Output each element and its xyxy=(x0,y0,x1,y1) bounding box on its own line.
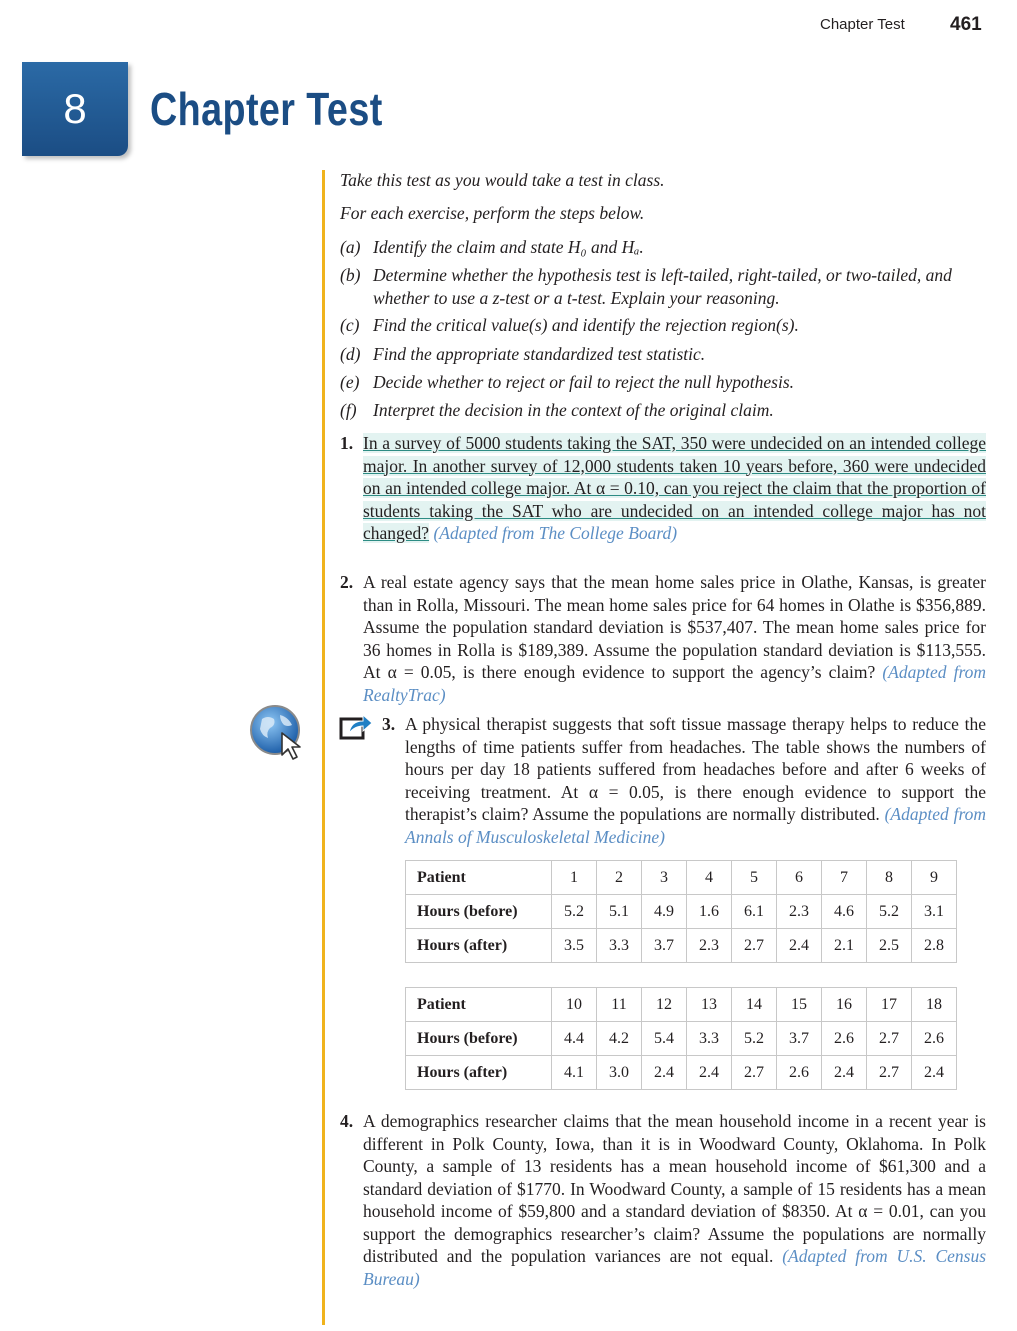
table-row xyxy=(406,988,957,1022)
step-label: (a) xyxy=(340,237,361,257)
table-cell: 4.9 xyxy=(642,895,687,929)
table-cell: 2.5 xyxy=(867,929,912,963)
hours-table-2 xyxy=(405,987,957,1090)
table-cell: 16 xyxy=(822,988,867,1022)
exercise-body xyxy=(363,571,986,706)
step-e xyxy=(340,371,990,394)
exercise-body xyxy=(405,713,986,848)
exercise-3 xyxy=(382,713,990,848)
step-c xyxy=(340,314,990,337)
page-number: 461 xyxy=(950,14,982,35)
exercise-text: A demographics researcher claims that the mean household income in a recent year is different in Polk County, Iowa, than it is in Woodward County, Oklahoma. In Polk County, a sample of 13 residents has a mean household income of $61,300 and a standard deviation of $1770. In Woodward County, a sample of 15 residents has a mean household income of $59,800 and a standard deviation of $8350. At α = 0.01, can you support the demographics researcher’s claim? Assume the populations are normally distributed and the population variances are not equal. xyxy=(363,1111,986,1266)
table-cell: 2.4 xyxy=(642,1056,687,1090)
table-cell: 2.3 xyxy=(687,929,732,963)
table-cell: 15 xyxy=(777,988,822,1022)
table-cell: 2.4 xyxy=(777,929,822,963)
step-label: (f) xyxy=(340,400,357,420)
margin-rule xyxy=(322,170,325,1325)
table-cell: 6.1 xyxy=(732,895,777,929)
table-cell: 3.1 xyxy=(912,895,957,929)
table-row xyxy=(406,1022,957,1056)
exercise-source: (Adapted from The College Board) xyxy=(433,523,678,543)
step-text: Find the critical value(s) and identify the rejection region(s). xyxy=(373,315,799,335)
globe-cursor-icon[interactable] xyxy=(248,703,306,761)
chapter-title: Chapter Test xyxy=(150,83,383,135)
exercise-1 xyxy=(340,432,990,562)
table-cell: 2.1 xyxy=(822,929,867,963)
step-text: Determine whether the hypothesis test is left-tailed, right-tailed, or two-tailed, and whether to use a z-test or a t-test. Explain your reasoning. xyxy=(373,265,952,308)
table-cell: 2.7 xyxy=(732,1056,777,1090)
hours-table-1 xyxy=(405,860,957,963)
row-label: Patient xyxy=(406,861,552,895)
row-label: Hours (after) xyxy=(406,929,552,963)
row-label: Patient xyxy=(406,988,552,1022)
exercise-source: (Adapted from Annals of Musculoskeletal Medicine) xyxy=(405,804,987,847)
table-cell: 3.3 xyxy=(597,929,642,963)
table-cell: 3.7 xyxy=(642,929,687,963)
exercise-source: (Adapted from U.S. Census Bureau) xyxy=(363,1246,987,1289)
table-row xyxy=(406,895,957,929)
table-cell: 12 xyxy=(642,988,687,1022)
step-label: (e) xyxy=(340,372,360,392)
table-cell: 2.4 xyxy=(687,1056,732,1090)
table-cell: 2.6 xyxy=(912,1022,957,1056)
table-cell: 4.6 xyxy=(822,895,867,929)
exercise-text: A physical therapist suggests that soft tissue massage therapy helps to reduce the lengths of time patients suffer from headaches. The table shows the numbers of hours per day 18 patients suffered from headaches before and after 6 weeks of receiving treatment. At α = 0.05, is there enough evidence to support the therapist’s claim? Assume the populations are normally distributed. xyxy=(405,714,986,824)
table-cell: 2.7 xyxy=(732,929,777,963)
step-text: Identify the claim and state H₀ and Hₐ. xyxy=(373,237,644,257)
table-cell: 2.4 xyxy=(912,1056,957,1090)
table-cell: 18 xyxy=(912,988,957,1022)
table-cell: 3.5 xyxy=(552,929,597,963)
table-cell: 4.1 xyxy=(552,1056,597,1090)
table-cell: 1.6 xyxy=(687,895,732,929)
exercise-number: 1. xyxy=(340,433,354,453)
exercise-number: 2. xyxy=(340,572,354,592)
table-cell: 4 xyxy=(687,861,732,895)
table-cell: 2.3 xyxy=(777,895,822,929)
share-arrow-icon[interactable] xyxy=(339,711,373,741)
step-b xyxy=(340,264,990,308)
table-cell: 5.1 xyxy=(597,895,642,929)
row-label: Hours (before) xyxy=(406,895,552,929)
step-text: Find the appropriate standardized test statistic. xyxy=(373,344,706,364)
step-f xyxy=(340,399,990,422)
exercise-body xyxy=(363,1110,986,1290)
table-cell: 2.7 xyxy=(867,1022,912,1056)
table-cell: 5.2 xyxy=(867,895,912,929)
exercise-number: 3. xyxy=(382,714,396,734)
table-cell: 4.2 xyxy=(597,1022,642,1056)
exercise-4 xyxy=(340,1110,990,1290)
exercise-body xyxy=(363,432,986,545)
table-cell: 3 xyxy=(642,861,687,895)
step-label: (c) xyxy=(340,315,360,335)
table-cell: 2.6 xyxy=(822,1022,867,1056)
step-d xyxy=(340,343,990,366)
step-label: (d) xyxy=(340,344,361,364)
step-a xyxy=(340,236,990,259)
table-cell: 11 xyxy=(597,988,642,1022)
table-cell: 10 xyxy=(552,988,597,1022)
table-row xyxy=(406,861,957,895)
table-cell: 2 xyxy=(597,861,642,895)
table-cell: 1 xyxy=(552,861,597,895)
table-row xyxy=(406,1056,957,1090)
table-cell: 13 xyxy=(687,988,732,1022)
table-cell: 2.7 xyxy=(867,1056,912,1090)
exercise-2 xyxy=(340,571,990,706)
table-cell: 2.4 xyxy=(822,1056,867,1090)
step-text: Decide whether to reject or fail to reject the null hypothesis. xyxy=(373,372,795,392)
table-cell: 7 xyxy=(822,861,867,895)
table-cell: 5.2 xyxy=(552,895,597,929)
table-cell: 5 xyxy=(732,861,777,895)
exercise-source: (Adapted from RealtyTrac) xyxy=(363,662,987,705)
table-cell: 3.0 xyxy=(597,1056,642,1090)
table-cell: 8 xyxy=(867,861,912,895)
intro-line-2: For each exercise, perform the steps below. xyxy=(340,203,645,223)
table-cell: 6 xyxy=(777,861,822,895)
table-cell: 2.8 xyxy=(912,929,957,963)
row-label: Hours (before) xyxy=(406,1022,552,1056)
intro-line-1: Take this test as you would take a test in class. xyxy=(340,170,665,190)
step-text: Interpret the decision in the context of the original claim. xyxy=(373,400,774,420)
chapter-number-badge: 8 xyxy=(22,62,128,156)
table-cell: 14 xyxy=(732,988,777,1022)
table-cell: 4.4 xyxy=(552,1022,597,1056)
row-label: Hours (after) xyxy=(406,1056,552,1090)
exercise-text-highlighted[interactable]: In a survey of 5000 students taking the SAT, 350 were undecided on an intended college major. In another survey of 12,000 students taken 10 years before, 360 were undecided on an intended college major. At α = 0.10, can you reject the claim that the proportion of students taking the SAT who are undecided on an intended college major has not changed? xyxy=(363,433,986,543)
table-cell: 5.2 xyxy=(732,1022,777,1056)
step-label: (b) xyxy=(340,265,361,285)
exercise-number: 4. xyxy=(340,1111,354,1131)
exercise-text: A real estate agency says that the mean home sales price in Olathe, Kansas, is greater than in Rolla, Missouri. The mean home sales price for 64 homes in Olathe is $356,889. Assume the population standard deviation is $537,407. The mean home sales price for 36 homes in Rolla is $189,389. Assume the population standard deviation is $113,555. At α = 0.05, is there enough evidence to support the agency’s claim? xyxy=(363,572,986,682)
table-row xyxy=(406,929,957,963)
running-head: Chapter Test xyxy=(820,16,905,33)
table-cell: 3.3 xyxy=(687,1022,732,1056)
table-cell: 17 xyxy=(867,988,912,1022)
table-cell: 9 xyxy=(912,861,957,895)
table-cell: 5.4 xyxy=(642,1022,687,1056)
table-cell: 3.7 xyxy=(777,1022,822,1056)
table-cell: 2.6 xyxy=(777,1056,822,1090)
